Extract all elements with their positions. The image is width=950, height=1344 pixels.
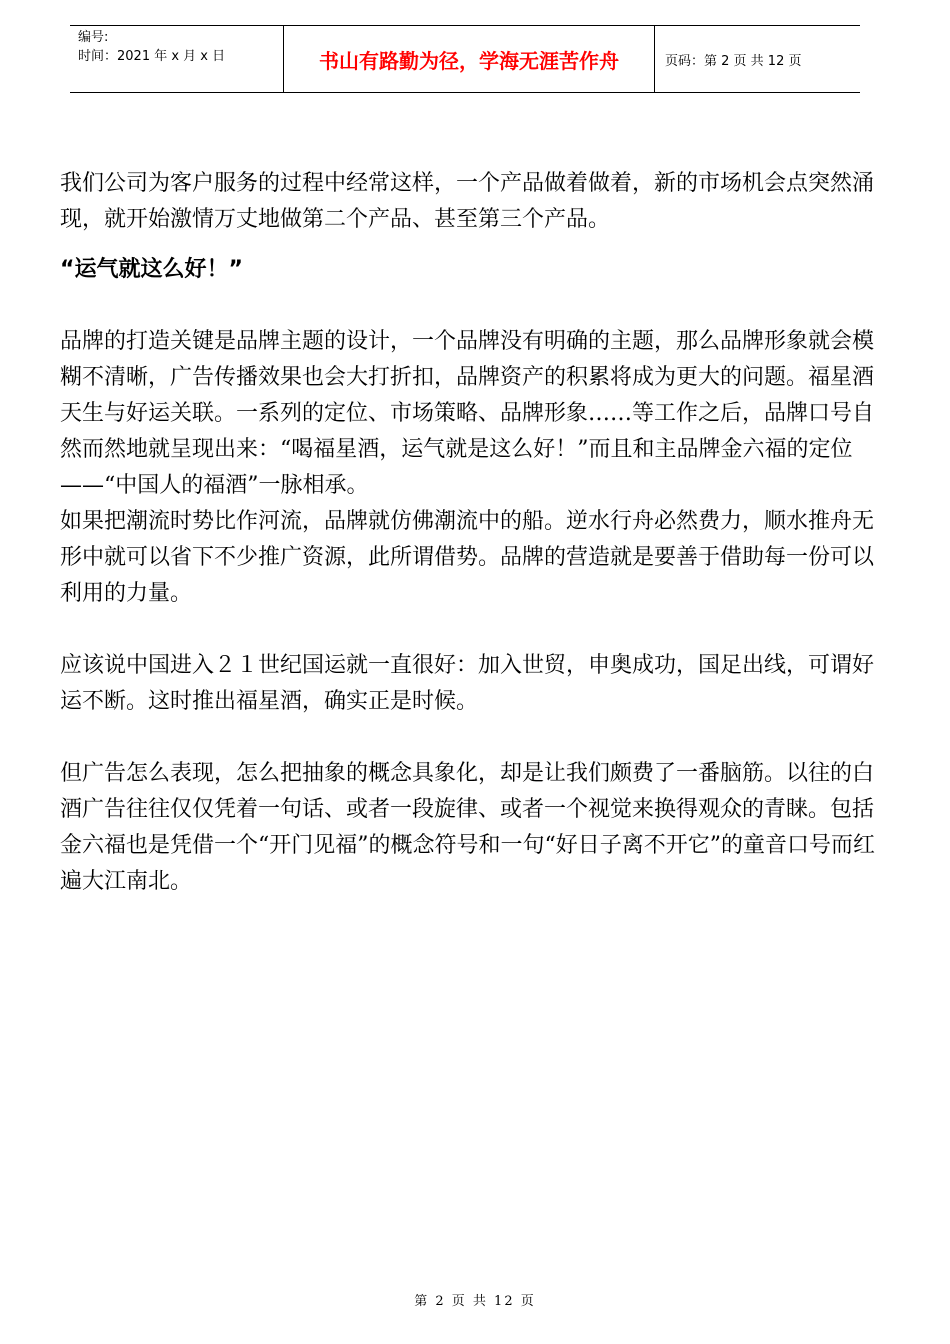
header-motto: 书山有路勤为径，学海无涯苦作舟 (284, 26, 655, 92)
page-header (70, 25, 860, 93)
time-label: 时间：2021 年 x 月 x 日 (78, 49, 226, 64)
paragraph-2: 品牌的打造关键是品牌主题的设计，一个品牌没有明确的主题，那么品牌形象就会模糊不清晰，广告传播效果也会大打折扣，品牌资产的积累将成为更大的问题。福星酒天生与好运关联。一系列的定位、市场策略、品牌形象……等工作之后，品牌口号自然而然地就呈现出来：“喝福星酒，运气就是这么好！”而且和主品牌金六福的定位——“中国人的福酒”一脉相承。 (60, 329, 875, 498)
paragraph-4: 应该说中国进入２１世纪国运就一直很好：加入世贸，申奥成功，国足出线，可谓好运不断。这时推出福星酒，确实正是时候。 (60, 653, 875, 714)
header-page-info: 页码：第 2 页 共 12 页 (665, 53, 802, 69)
document-body (60, 166, 875, 900)
paragraph-1: 我们公司为客户服务的过程中经常这样，一个产品做着做着，新的市场机会点突然涌现，就开始激情万丈地做第二个产品、甚至第三个产品。 (60, 171, 875, 232)
header-meta (70, 26, 284, 92)
paragraph-3: 如果把潮流时势比作河流，品牌就仿佛潮流中的船。逆水行舟必然费力，顺水推舟无形中就可以省下不少推广资源，此所谓借势。品牌的营造就是要善于借助每一份可以利用的力量。 (60, 509, 875, 606)
page-footer: 第 2 页 共 12 页 (414, 1294, 536, 1309)
section-heading: “运气就这么好！” (60, 257, 243, 282)
number-label: 编号: (78, 30, 109, 45)
paragraph-5: 但广告怎么表现，怎么把抽象的概念具象化，却是让我们颇费了一番脑筋。以往的白酒广告往往仅仅凭着一句话、或者一段旋律、或者一个视觉来换得观众的青睐。包括金六福也是凭借一个“开门见福”的概念符号和一句“好日子离不开它”的童音口号而红遍大江南北。 (60, 761, 875, 894)
